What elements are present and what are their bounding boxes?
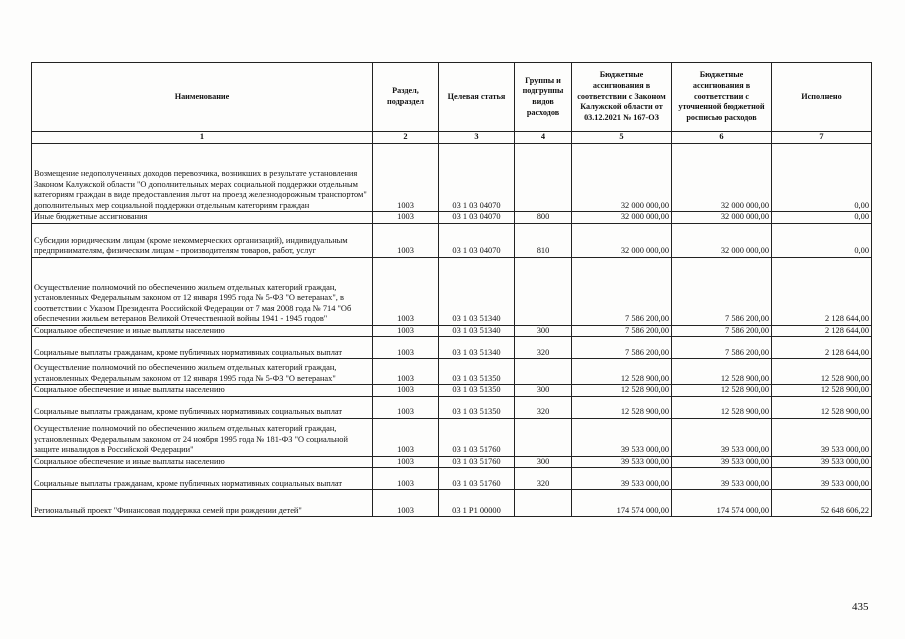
row-section: 1003 — [373, 144, 439, 212]
row-name: Социальные выплаты гражданам, кроме публичных нормативных социальных выплат — [32, 396, 373, 418]
row-updated-amount: 12 528 900,00 — [672, 359, 772, 385]
row-section: 1003 — [373, 325, 439, 337]
row-target: 03 1 03 51350 — [439, 385, 515, 397]
row-updated-amount: 7 586 200,00 — [672, 325, 772, 337]
row-executed-amount: 0,00 — [772, 212, 872, 224]
column-number: 1 — [32, 132, 373, 144]
row-law-amount: 39 533 000,00 — [572, 418, 672, 456]
row-executed-amount: 0,00 — [772, 223, 872, 257]
row-target: 03 1 03 04070 — [439, 223, 515, 257]
row-group: 300 — [515, 385, 572, 397]
row-target: 03 1 03 04070 — [439, 144, 515, 212]
row-target: 03 1 03 51340 — [439, 337, 515, 359]
row-name: Возмещение недополученных доходов перевозчика, возникших в результате установления Законом Калужской области "О дополнительных мерах социальной поддержки отдельным категориям граждан в виде предоставления льгот на проезд железнодорожным транспортом" дополнительных мер социальной поддержки отдельным категориям граждан — [32, 144, 373, 212]
row-updated-amount: 39 533 000,00 — [672, 418, 772, 456]
row-group — [515, 490, 572, 517]
row-name: Осуществление полномочий по обеспечению жильем отдельных категорий граждан, установленных Федеральным законом от 12 января 1995 года № 5-ФЗ "О ветеранах", в соответствии с Указом Президента Российской Федерации от 7 мая 2008 года № 714 "Об обеспечении жильем ветеранов Великой Отечественной войны 1941 - 1945 годов" — [32, 257, 373, 325]
row-target: 03 1 03 04070 — [439, 212, 515, 224]
row-target: 03 1 03 51340 — [439, 325, 515, 337]
row-updated-amount: 32 000 000,00 — [672, 144, 772, 212]
row-name: Социальные выплаты гражданам, кроме публичных нормативных социальных выплат — [32, 337, 373, 359]
row-updated-amount: 32 000 000,00 — [672, 212, 772, 224]
row-group: 300 — [515, 456, 572, 468]
row-target: 03 1 03 51340 — [439, 257, 515, 325]
table-row — [32, 359, 872, 385]
row-target: 03 1 03 51350 — [439, 359, 515, 385]
table-row — [32, 418, 872, 456]
row-law-amount: 7 586 200,00 — [572, 257, 672, 325]
row-executed-amount: 12 528 900,00 — [772, 385, 872, 397]
table-header-row — [32, 63, 872, 132]
row-group: 800 — [515, 212, 572, 224]
row-group: 300 — [515, 325, 572, 337]
column-number: 5 — [572, 132, 672, 144]
row-updated-amount: 12 528 900,00 — [672, 396, 772, 418]
row-updated-amount: 7 586 200,00 — [672, 337, 772, 359]
row-target: 03 1 P1 00000 — [439, 490, 515, 517]
header-law: Бюджетные ассигнования в соответствии с Законом Калужской области от 03.12.2021 № 167-ОЗ — [572, 63, 672, 132]
column-number-row — [32, 132, 872, 144]
page-number: 435 — [852, 601, 869, 613]
row-group: 320 — [515, 396, 572, 418]
row-updated-amount: 7 586 200,00 — [672, 257, 772, 325]
row-name: Региональный проект "Финансовая поддержка семей при рождении детей" — [32, 490, 373, 517]
row-target: 03 1 03 51760 — [439, 418, 515, 456]
row-law-amount: 39 533 000,00 — [572, 468, 672, 490]
row-executed-amount: 2 128 644,00 — [772, 257, 872, 325]
row-name: Социальное обеспечение и иные выплаты населению — [32, 385, 373, 397]
row-section: 1003 — [373, 490, 439, 517]
row-target: 03 1 03 51760 — [439, 468, 515, 490]
row-law-amount: 12 528 900,00 — [572, 359, 672, 385]
table-row — [32, 144, 872, 212]
row-section: 1003 — [373, 212, 439, 224]
row-name: Осуществление полномочий по обеспечению жильем отдельных категорий граждан, установленных Федеральным законом от 12 января 1995 года № 5-ФЗ "О ветеранах" — [32, 359, 373, 385]
header-name: Наименование — [32, 63, 373, 132]
table-row — [32, 396, 872, 418]
column-number: 4 — [515, 132, 572, 144]
row-name: Социальные выплаты гражданам, кроме публичных нормативных социальных выплат — [32, 468, 373, 490]
row-law-amount: 7 586 200,00 — [572, 337, 672, 359]
row-law-amount: 12 528 900,00 — [572, 385, 672, 397]
table-row — [32, 468, 872, 490]
row-law-amount: 39 533 000,00 — [572, 456, 672, 468]
row-section: 1003 — [373, 396, 439, 418]
row-law-amount: 32 000 000,00 — [572, 212, 672, 224]
column-number: 7 — [772, 132, 872, 144]
row-executed-amount: 12 528 900,00 — [772, 359, 872, 385]
row-group — [515, 418, 572, 456]
row-law-amount: 12 528 900,00 — [572, 396, 672, 418]
row-name: Социальное обеспечение и иные выплаты населению — [32, 456, 373, 468]
row-name: Иные бюджетные ассигнования — [32, 212, 373, 224]
table-row — [32, 385, 872, 397]
row-updated-amount: 32 000 000,00 — [672, 223, 772, 257]
column-number: 6 — [672, 132, 772, 144]
row-section: 1003 — [373, 223, 439, 257]
table-row — [32, 456, 872, 468]
row-law-amount: 32 000 000,00 — [572, 223, 672, 257]
row-target: 03 1 03 51350 — [439, 396, 515, 418]
column-number: 2 — [373, 132, 439, 144]
row-law-amount: 32 000 000,00 — [572, 144, 672, 212]
table-row — [32, 223, 872, 257]
row-section: 1003 — [373, 257, 439, 325]
row-updated-amount: 39 533 000,00 — [672, 456, 772, 468]
row-section: 1003 — [373, 359, 439, 385]
header-target: Целевая статья — [439, 63, 515, 132]
row-name: Осуществление полномочий по обеспечению жильем отдельных категорий граждан, установленных Федеральным законом от 24 ноября 1995 года № 181-ФЗ "О социальной защите инвалидов в Российской Федерации" — [32, 418, 373, 456]
row-executed-amount: 52 648 606,22 — [772, 490, 872, 517]
column-number: 3 — [439, 132, 515, 144]
row-law-amount: 7 586 200,00 — [572, 325, 672, 337]
row-executed-amount: 0,00 — [772, 144, 872, 212]
row-executed-amount: 2 128 644,00 — [772, 325, 872, 337]
row-section: 1003 — [373, 337, 439, 359]
table-row — [32, 325, 872, 337]
row-section: 1003 — [373, 456, 439, 468]
budget-document-page — [31, 62, 871, 517]
row-group — [515, 359, 572, 385]
row-section: 1003 — [373, 468, 439, 490]
row-updated-amount: 12 528 900,00 — [672, 385, 772, 397]
row-target: 03 1 03 51760 — [439, 456, 515, 468]
table-row — [32, 257, 872, 325]
row-group — [515, 257, 572, 325]
header-groups: Группы и подгруппы видов расходов — [515, 63, 572, 132]
row-executed-amount: 39 533 000,00 — [772, 468, 872, 490]
row-section: 1003 — [373, 418, 439, 456]
table-row — [32, 212, 872, 224]
row-group: 320 — [515, 337, 572, 359]
header-executed: Исполнено — [772, 63, 872, 132]
row-section: 1003 — [373, 385, 439, 397]
row-updated-amount: 174 574 000,00 — [672, 490, 772, 517]
row-law-amount: 174 574 000,00 — [572, 490, 672, 517]
row-executed-amount: 39 533 000,00 — [772, 418, 872, 456]
row-executed-amount: 12 528 900,00 — [772, 396, 872, 418]
budget-execution-table — [31, 62, 872, 517]
row-name: Социальное обеспечение и иные выплаты населению — [32, 325, 373, 337]
row-group — [515, 144, 572, 212]
header-updated: Бюджетные ассигнования в соответствии с уточненной бюджетной росписью расходов — [672, 63, 772, 132]
row-updated-amount: 39 533 000,00 — [672, 468, 772, 490]
header-section: Раздел, подраздел — [373, 63, 439, 132]
table-row — [32, 337, 872, 359]
row-executed-amount: 2 128 644,00 — [772, 337, 872, 359]
row-group: 320 — [515, 468, 572, 490]
table-row — [32, 490, 872, 517]
row-name: Субсидии юридическим лицам (кроме некоммерческих организаций), индивидуальным предпринимателям, физическим лицам - производителям товаров, работ, услуг — [32, 223, 373, 257]
row-executed-amount: 39 533 000,00 — [772, 456, 872, 468]
row-group: 810 — [515, 223, 572, 257]
